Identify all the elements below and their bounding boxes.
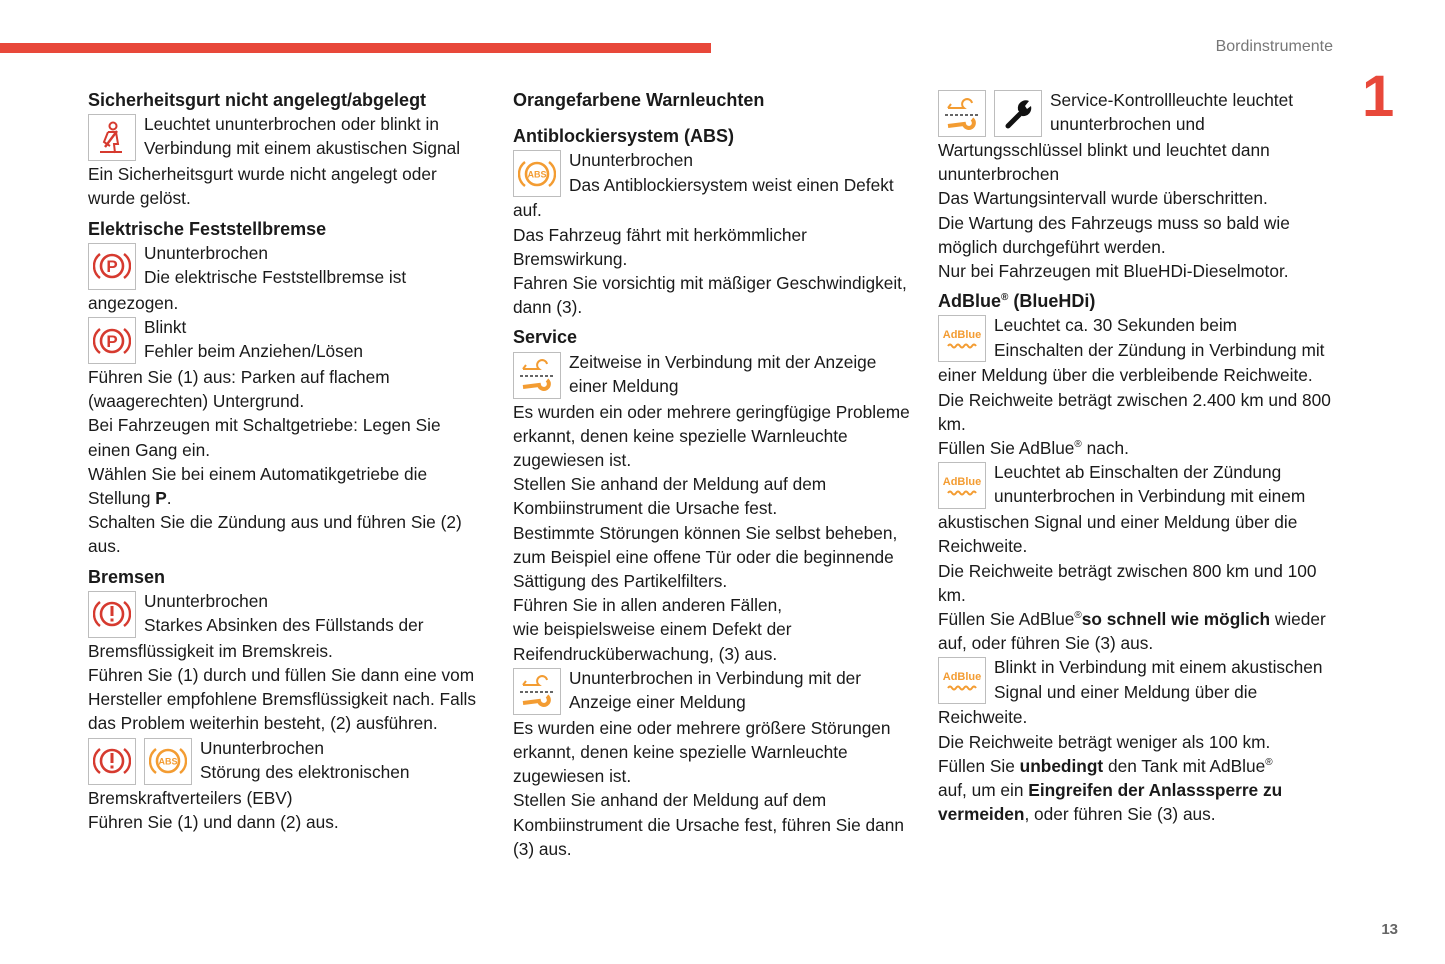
parking-paragraph-2: Bei Fahrzeugen mit Schaltgetriebe: Legen Sie einen Gang ein. (88, 415, 441, 460)
service-major-label: Ununterbrochen in Verbindung mit der (569, 667, 862, 688)
parking-brake-icon (88, 317, 136, 364)
service-wrench-icon (513, 352, 561, 399)
maintenance-key-icon (994, 90, 1042, 137)
seatbelt-text-1: Leuchtet ununterbrochen oder blinkt in (144, 114, 439, 135)
abs-icon (144, 738, 192, 785)
adblue-1-text-3: einer Meldung über die verbleibende Reichweite. (938, 365, 1313, 386)
adblue-item-2 (938, 460, 1336, 510)
adblue-paragraph-7: auf, um ein Eingreifen der Anlasssperre zu vermeiden, oder führen Sie (3) aus. (938, 780, 1283, 825)
adblue-3-text-3: Reichweite. (938, 707, 1028, 728)
brakes-label: Ununterbrochen (144, 590, 268, 611)
adblue-icon (938, 462, 986, 509)
brake-warning-icon (88, 738, 136, 785)
brakes-text: Starkes Absinken des Füllstands der (144, 615, 424, 636)
brakes-item (88, 589, 486, 639)
brakes-paragraph-1: Führen Sie (1) durch und füllen Sie dann eine vom Hersteller empfohlene Bremsflüssigkeit nach. Falls das Problem weiterhin besteht, (2) ausführen. (88, 665, 477, 734)
section-title: Bordinstrumente (1215, 38, 1333, 55)
service-paragraph-1: Es wurden ein oder mehrere geringfügige Probleme erkannt, denen keine spezielle Warnleuchte zugewiesen ist. (513, 401, 910, 471)
service-paragraph-4b: wie beispielsweise einem Defekt der Reifendrucküberwachung, (3) aus. (513, 619, 792, 664)
service-item-minor (513, 350, 913, 400)
brake-warning-icon (88, 591, 136, 638)
maintenance-paragraph-3: Die Wartung des Fahrzeugs muss so bald wie möglich durchgeführt werden. (938, 212, 1290, 257)
abs-paragraph-1: Das Fahrzeug fährt mit herkömmlicher Bremswirkung. (513, 224, 807, 269)
seatbelt-text-2: Verbindung mit einem akustischen Signal (144, 138, 461, 159)
maintenance-text-1: Service-Kontrollleuchte leuchtet (1050, 90, 1294, 110)
brakes-heading: Bremsen (88, 566, 166, 587)
ebv-text: Störung des elektronischen (200, 761, 410, 782)
service-minor-text: einer Meldung (569, 375, 679, 396)
adblue-icon (938, 315, 986, 362)
abs-label: Ununterbrochen (569, 150, 693, 171)
adblue-paragraph-3: Die Reichweite beträgt zwischen 800 km und 100 km. (938, 560, 1317, 605)
parking-steady-text-cont: angezogen. (88, 292, 179, 313)
service-heading: Service (513, 327, 578, 348)
parking-blink-label: Blinkt (144, 317, 187, 338)
svg-text:AdBlue: AdBlue (942, 670, 982, 683)
orange-lights-heading: Orangefarbene Warnleuchten (513, 90, 765, 110)
seatbelt-warning-icon (88, 114, 136, 161)
abs-heading: Antiblockiersystem (ABS) (513, 126, 735, 147)
adblue-paragraph-1: Die Reichweite beträgt zwischen 2.400 km und 800 km. (938, 389, 1331, 434)
svg-text:AdBlue: AdBlue (942, 475, 982, 488)
brakes-text-cont: Bremsflüssigkeit im Bremskreis. (88, 640, 333, 661)
parking-paragraph-4: Schalten Sie die Zündung aus und führen Sie (2) aus. (88, 512, 462, 557)
adblue-2-text-2: ununterbrochen in Verbindung mit einem (994, 486, 1306, 507)
svg-text:ABS: ABS (158, 756, 178, 767)
abs-text-cont: auf. (513, 200, 542, 221)
adblue-paragraph-5: Die Reichweite beträgt weniger als 100 km. (938, 731, 1271, 752)
seatbelt-item (88, 112, 486, 162)
adblue-2-text-3: akustischen Signal und einer Meldung über die Reichweite. (938, 512, 1298, 557)
parking-paragraph-1: Führen Sie (1) aus: Parken auf flachem (waagerechten) Untergrund. (88, 367, 390, 412)
service-paragraph-6: Stellen Sie anhand der Meldung auf dem Kombiinstrument die Ursache fest, führen Sie dann (3) aus. (513, 790, 904, 859)
adblue-icon (938, 657, 986, 704)
service-paragraph-5: Es wurden eine oder mehrere größere Störungen erkannt, denen keine spezielle Warnleuchte zugewiesen ist. (513, 717, 891, 787)
maintenance-text-2: ununterbrochen und (1050, 114, 1205, 135)
parking-blink-text: Fehler beim Anziehen/Lösen (144, 341, 364, 362)
service-minor-label: Zeitweise in Verbindung mit der Anzeige (569, 351, 877, 372)
maintenance-item (938, 88, 1336, 138)
svg-text:ABS: ABS (527, 169, 547, 180)
service-major-text: Anzeige einer Meldung (569, 692, 746, 713)
header-accent-bar (0, 43, 711, 53)
adblue-item-1 (938, 313, 1336, 363)
adblue-1-text-2: Einschalten der Zündung in Verbindung mit (994, 339, 1325, 360)
column-2 (513, 88, 913, 861)
maintenance-paragraph-4: Nur bei Fahrzeugen mit BlueHDi-Dieselmotor. (938, 261, 1289, 282)
maintenance-paragraph-1: Wartungsschlüssel blinkt und leuchtet dann ununterbrochen (938, 140, 1270, 185)
column-3 (938, 88, 1336, 826)
adblue-3-text-1: Blinkt in Verbindung mit einem akustischen (994, 657, 1323, 678)
adblue-heading: AdBlue® (BlueHDi) (938, 291, 1096, 312)
ebv-label: Ununterbrochen (200, 737, 324, 758)
ebv-paragraph: Führen Sie (1) und dann (2) aus. (88, 811, 339, 832)
parking-brake-item-blinking (88, 315, 486, 365)
column-1 (88, 88, 486, 834)
adblue-paragraph-6: Füllen Sie unbedingt den Tank mit AdBlue® (938, 755, 1273, 776)
ebv-text-cont: Bremskraftverteilers (EBV) (88, 787, 293, 808)
seatbelt-heading: Sicherheitsgurt nicht angelegt/abgelegt (88, 90, 427, 110)
svg-text:P: P (106, 257, 118, 277)
service-wrench-icon (513, 668, 561, 715)
abs-text: Das Antiblockiersystem weist einen Defekt (569, 174, 894, 195)
parking-brake-icon (88, 243, 136, 290)
abs-paragraph-2: Fahren Sie vorsichtig mit mäßiger Geschwindigkeit, dann (3). (513, 273, 907, 318)
parking-brake-heading: Elektrische Feststellbremse (88, 218, 327, 239)
service-wrench-icon (938, 90, 986, 137)
adblue-2-text-1: Leuchtet ab Einschalten der Zündung (994, 462, 1282, 483)
adblue-item-3 (938, 655, 1336, 705)
adblue-1-text-1: Leuchtet ca. 30 Sekunden beim (994, 315, 1238, 336)
service-item-major (513, 666, 913, 716)
service-paragraph-2: Stellen Sie anhand der Meldung auf dem Kombiinstrument die Ursache fest. (513, 474, 827, 519)
parking-steady-label: Ununterbrochen (144, 242, 268, 263)
service-paragraph-3: Bestimmte Störungen können Sie selbst beheben, zum Beispiel eine offene Tür oder die beginnende Sättigung des Partikelfilters. (513, 522, 898, 592)
adblue-3-text-2: Signal und einer Meldung über die (994, 681, 1258, 702)
abs-item (513, 148, 913, 198)
adblue-paragraph-2: Füllen Sie AdBlue® nach. (938, 438, 1129, 459)
service-paragraph-4a: Führen Sie in allen anderen Fällen, (513, 595, 782, 616)
maintenance-paragraph-2: Das Wartungsintervall wurde überschritten. (938, 188, 1268, 209)
svg-text:P: P (106, 331, 118, 351)
parking-steady-text: Die elektrische Feststellbremse ist (144, 267, 407, 288)
adblue-paragraph-4: Füllen Sie AdBlue®so schnell wie möglich wieder auf, oder führen Sie (3) aus. (938, 609, 1326, 654)
svg-text:AdBlue: AdBlue (942, 328, 982, 341)
parking-brake-item-steady (88, 241, 486, 291)
page-number: 13 (1381, 921, 1398, 938)
abs-icon (513, 150, 561, 197)
seatbelt-paragraph: Ein Sicherheitsgurt wurde nicht angelegt oder wurde gelöst. (88, 164, 437, 209)
chapter-number: 1 (1362, 64, 1395, 129)
parking-paragraph-3: Wählen Sie bei einem Automatikgetriebe die Stellung P. (88, 463, 428, 509)
ebv-item (88, 736, 486, 786)
